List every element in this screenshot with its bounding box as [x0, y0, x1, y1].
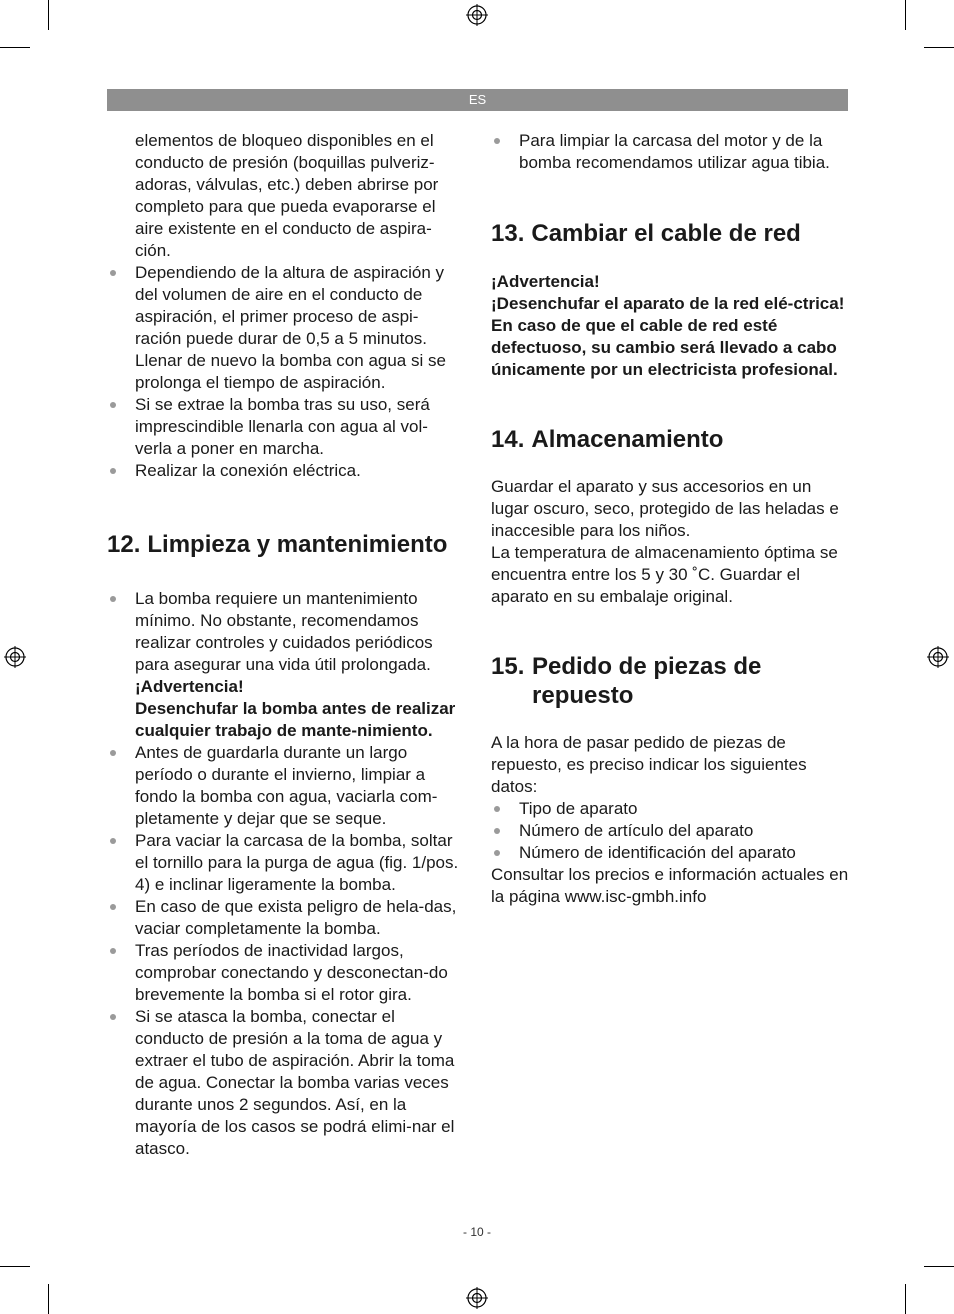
warning-label: ¡Advertencia!	[135, 677, 244, 696]
list-item: Antes de guardarla durante un largo período o durante el invierno, limpiar a fondo la bomba con agua, vaciarla com-pletamente y dejar que se seque.	[107, 742, 463, 830]
language-header-bar: ES	[107, 89, 848, 111]
section-number: 15.	[491, 653, 525, 680]
section-title: Cambiar el cable de red	[531, 220, 801, 247]
section-heading-14	[491, 425, 851, 454]
registration-mark-icon	[4, 646, 26, 668]
storage-paragraph: Guardar el aparato y sus accesorios en un lugar oscuro, seco, protegido de las heladas e inaccesible para los niños.	[491, 477, 839, 540]
parts-outro: Consultar los precios e información actuales en la página www.isc-gmbh.info	[491, 865, 849, 906]
section-title: Pedido de piezas de repuesto	[532, 653, 762, 709]
crop-mark	[905, 1284, 906, 1314]
left-column	[107, 130, 463, 1160]
list-item: Tipo de aparato	[491, 798, 851, 820]
crop-mark	[0, 1266, 30, 1267]
list-item: Tras períodos de inactividad largos, comprobar conectando y desconectan-do brevemente la bomba si el rotor gira.	[107, 940, 463, 1006]
crop-mark	[48, 1284, 49, 1314]
registration-mark-icon	[466, 4, 488, 26]
list-item: Para limpiar la carcasa del motor y de la bomba recomendamos utilizar agua tibia.	[491, 130, 851, 174]
warning-text: ¡Desenchufar el aparato de la red elé-ctrica! En caso de que el cable de red esté defectuoso, su cambio será llevado a cabo únicamente por un electricista profesional.	[491, 294, 845, 379]
list-item: Número de identificación del aparato	[491, 842, 851, 864]
registration-mark-icon	[466, 1287, 488, 1309]
list-item: Si se extrae la bomba tras su uso, será imprescindible llenarla con agua al vol-verla a poner en marcha.	[107, 394, 463, 460]
warning-text: Desenchufar la bomba antes de realizar cualquier trabajo de mante-nimiento.	[135, 699, 456, 740]
list-item: Dependiendo de la altura de aspiración y del volumen de aire en el conducto de aspiración, el primer proceso de aspi-ración puede durar de 0,5 a 5 minutos. Llenar de nuevo la bomba con agua si se prolonga el tiempo de aspiración.	[107, 262, 463, 394]
crop-mark	[924, 47, 954, 48]
storage-paragraph: La temperatura de almacenamiento óptima se encuentra entre los 5 y 30 ˚C. Guardar el aparato en su embalaje original.	[491, 543, 838, 606]
list-item: La bomba requiere un mantenimiento mínimo. No obstante, recomendamos realizar controles y cuidados periódicos para asegurar una vida útil prolongada.	[107, 588, 463, 676]
section-heading-15	[491, 652, 851, 710]
right-column	[491, 130, 851, 908]
section-number: 12.	[107, 531, 141, 558]
crop-mark	[905, 0, 906, 30]
section-title: Limpieza y mantenimiento	[147, 531, 448, 558]
warning-label: ¡Advertencia!	[491, 272, 600, 291]
section-heading-12	[107, 530, 463, 559]
page-number: - 10 -	[462, 1225, 491, 1239]
list-item: Realizar la conexión eléctrica.	[107, 460, 463, 482]
list-item: En caso de que exista peligro de hela-das, vaciar completamente la bomba.	[107, 896, 463, 940]
list-item: Número de artículo del aparato	[491, 820, 851, 842]
list-item: Para vaciar la carcasa de la bomba, soltar el tornillo para la purga de agua (fig. 1/pos. 4) e inclinar ligeramente la bomba.	[107, 830, 463, 896]
list-item: Si se atasca la bomba, conectar el conducto de presión a la toma de agua y extraer el tubo de aspiración. Abrir la toma de agua. Conectar la bomba varias veces durante unos 2 segundos. Así, en la mayoría de los casos se podrá elimi-nar el atasco.	[107, 1006, 463, 1160]
section-number: 13.	[491, 220, 525, 247]
section-number: 14.	[491, 426, 525, 453]
section-title: Almacenamiento	[531, 426, 724, 453]
registration-mark-icon	[927, 646, 949, 668]
crop-mark	[48, 0, 49, 30]
parts-intro: A la hora de pasar pedido de piezas de repuesto, es preciso indicar los siguientes datos:	[491, 733, 807, 796]
crop-mark	[0, 47, 30, 48]
section-heading-13	[491, 219, 851, 248]
intro-continuation: elementos de bloqueo disponibles en el conducto de presión (boquillas pulveriz-adoras, válvulas, etc.) deben abrirse por completo para que pueda evaporarse el aire existente en el conducto de aspira-ción.	[135, 131, 439, 260]
crop-mark	[924, 1266, 954, 1267]
